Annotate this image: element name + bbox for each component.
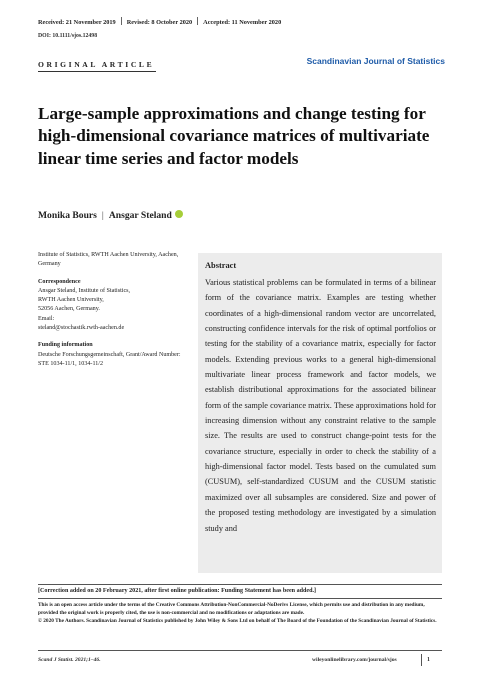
divider [197,17,198,25]
journal-citation: Scand J Statist. 2021;1–46. [38,657,101,663]
correspondence-name: Ansgar Steland, Institute of Statistics, [38,287,131,294]
license-notice [38,602,444,626]
correspondence [38,278,188,334]
funding-heading: Funding information [38,342,93,349]
author-bours[interactable]: Monika Bours [38,210,97,221]
correction-notice: [Correction added on 20 February 2021, after first online publication: Funding Statement has been added.] [38,584,442,599]
abstract-text: Various statistical problems can be formulated in terms of a bilinear form of the covariance matrix. Examples are testing whether coordinates of a high-dimensional random vector are uncorrelated, constructing confidence intervals for the risk of optimal portfolios or testing for the stability of a covariance matrix, especially for factor models. Extending previous works to a general high-dimensional multivariate linear process framework and factor models, we establish distributional approximations for the associated bilinear form of the sample covariance matrix. These approximations hold for increasing dimension without any constraint relative to the sample size. The results are used to construct change-point tests for the covariance structure, especially in order to check the stability of a high-dimensional factor model. Tests based on the cumulated sum (CUSUM), self-standardized CUSUM and the CUSUM statistic maximized over all subsamples are considered. Size and power of the proposed testing methodology are investigated by a simulation study and [205,278,436,533]
divider [121,17,122,25]
doi[interactable]: DOI: 10.1111/sjos.12498 [38,33,98,39]
journal-name[interactable]: Scandinavian Journal of Statistics [306,56,445,66]
correspondence-heading: Correspondence [38,278,81,285]
author-info-column [38,251,188,377]
footer-divider [421,654,422,666]
funding-text: Deutsche Forschungsgemeinschaft, Grant/Award Number: STE 1034-11/1, 1034-11/2 [38,351,181,367]
affiliation: Institute of Statistics, RWTH Aachen University, Aachen, Germany [38,252,179,268]
received-date: Received: 21 November 2019 [38,19,116,26]
correspondence-city: 52056 Aachen, Germany. [38,306,100,313]
correspondence-address: RWTH Aachen University, [38,297,104,304]
article-type: ORIGINAL ARTICLE [38,60,155,69]
email-link[interactable]: steland@stochastik.rwth-aachen.de [38,325,125,332]
author-list [38,210,183,221]
journal-url[interactable]: wileyonlinelibrary.com/journal/sjos [312,657,397,663]
funding [38,341,188,369]
orcid-icon[interactable] [175,210,183,218]
author-separator: | [101,210,104,221]
accepted-date: Accepted: 11 November 2020 [203,19,282,26]
page-number: 1 [427,657,430,663]
email-label: Email: [38,315,55,322]
submission-dates [38,17,281,26]
footer-rule [38,650,442,651]
author-steland[interactable]: Ansgar Steland [108,210,172,221]
revised-date: Revised: 8 October 2020 [126,19,193,26]
article-type-rule [38,71,156,72]
license-text: This is an open access article under the terms of the Creative Commons Attribution-NonCommercial-NoDerivs License, which permits use and distribution in any medium, provided the original work is properly cited, the use is non-commercial and no modifications or adaptations are made. [38,602,425,616]
paper-title: Large-sample approximations and change testing for high-dimensional covariance matrices of multivariate linear time series and factor models [38,104,430,168]
abstract-heading: Abstract [205,261,237,270]
copyright-text: © 2020 The Authors. Scandinavian Journal of Statistics published by John Wiley & Sons Ltd on behalf of The Board of the Foundation of the Scandinavian Journal of Statistics. [38,617,437,624]
